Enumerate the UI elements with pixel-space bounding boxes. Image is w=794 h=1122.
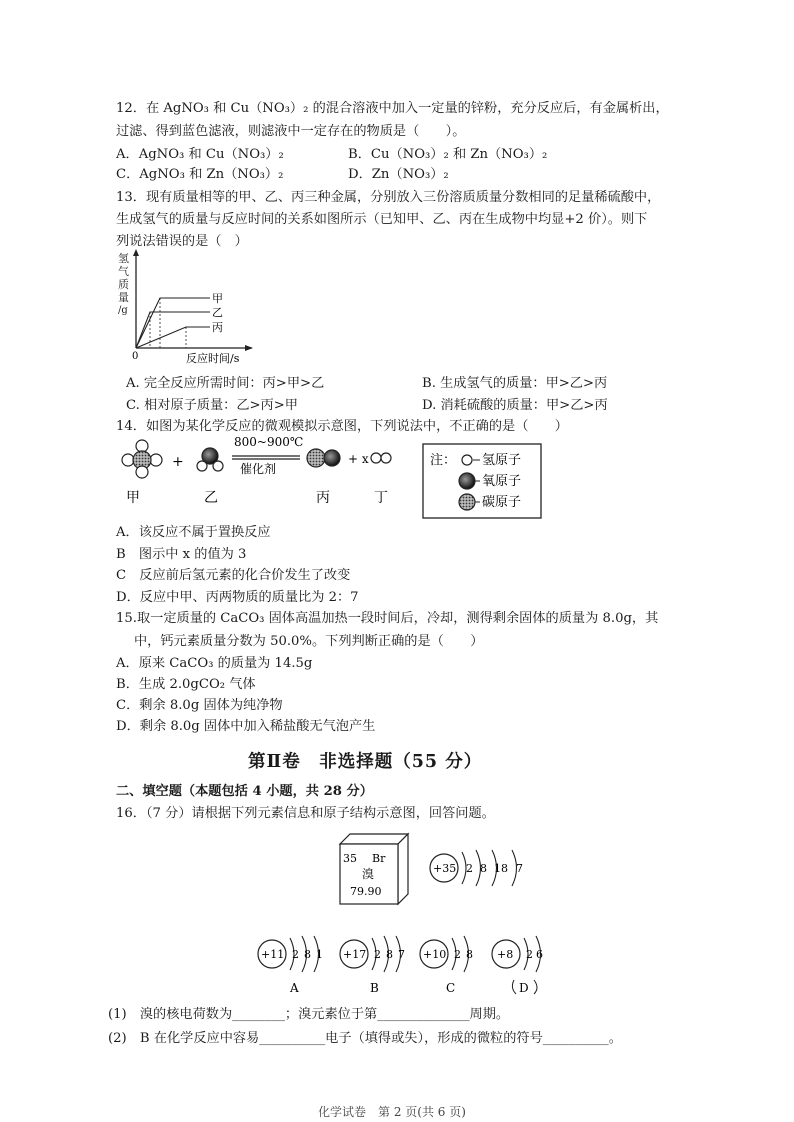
br-shell-2: 8: [480, 862, 487, 875]
atom-b-shell-1: 2: [374, 948, 381, 961]
q14-option-a: A．该反应不属于置换反应: [116, 525, 271, 540]
atom-c-label: C: [446, 981, 456, 995]
q13-option-a: A. 完全反应所需时间：丙>甲>乙: [126, 376, 325, 391]
element-name: 溴: [362, 867, 375, 881]
q16-subquestion-1: (1) 溴的核电荷数为________；溴元素位于第______________周期。: [108, 1007, 510, 1022]
atom-a-nucleus: +11: [261, 948, 285, 961]
q15-option-d: D．剩余 8.0g 固体中加入稀盐酸无气泡产生: [116, 719, 376, 734]
q12-option-a: A．AgNO₃ 和 Cu（NO₃）₂: [116, 147, 284, 162]
series-line-yi: [136, 312, 210, 348]
atom-a-shell-1: 2: [292, 948, 299, 961]
series-label-jia: 甲: [212, 292, 223, 305]
atom-a-shell-3: 1: [316, 948, 323, 961]
part2-title: 二、填空题（本题包括 4 小题，共 28 分）: [116, 784, 373, 799]
label-jia: 甲: [126, 490, 140, 506]
series-label-bing: 丙: [212, 321, 223, 334]
atom-c-shell-2: 8: [466, 948, 473, 961]
bromine-atom-structure: [424, 846, 534, 890]
legend-title: 注：: [430, 453, 457, 468]
q16-stem: 16．（7 分）请根据下列元素信息和原子结构示意图，回答问题。: [116, 806, 495, 821]
q12-option-c: C．AgNO₃ 和 Zn（NO₃）₂: [116, 167, 284, 182]
series-label-yi: 乙: [212, 306, 223, 319]
label-yi: 乙: [204, 490, 218, 506]
reaction-micro-diagram: [114, 436, 554, 522]
atom-b-label: B: [370, 981, 379, 995]
page-footer: 化学试卷 第 2 页(共 6 页): [318, 1105, 466, 1119]
graph-ylabel-char-2: 气: [118, 265, 129, 278]
q14-option-c: C 反应前后氢元素的化合价发生了改变: [116, 568, 351, 583]
atom-d-nucleus: +8: [497, 948, 514, 961]
atom-b-shell-2: 8: [386, 948, 393, 961]
q14-option-d: D．反应中甲、丙两物质的质量比为 2：7: [116, 590, 359, 605]
series-line-jia: [136, 298, 210, 348]
legend-oxygen: 氧原子: [482, 474, 522, 489]
label-bing: 丙: [316, 490, 330, 506]
q13-option-c: C. 相对原子质量：乙>丙>甲: [126, 398, 298, 413]
q13-stem-line1: 13．现有质量相等的甲、乙、丙三种金属，分别放入三份溶质质量分数相同的足量稀硫酸中，: [116, 190, 661, 205]
graph-ylabel-char-1: 氢: [118, 252, 129, 265]
atom-d-shell-1: 2: [526, 948, 533, 961]
series-line-bing: [136, 327, 210, 348]
reaction-catalyst: 催化剂: [240, 462, 277, 476]
q15-stem-line1: 15.取一定质量的 CaCO₃ 固体高温加热一段时间后，冷却，测得剩余固体的质量为 8.0g，其: [116, 611, 659, 626]
graph-ylabel-char-4: 量: [118, 291, 129, 304]
section-title: 第Ⅱ卷 非选择题（55 分）: [248, 752, 483, 772]
q13-stem-line2: 生成氢气的质量与反应时间的关系如图所示（已知甲、乙、丙在生成物中均显+2 价）。则下: [116, 212, 648, 227]
element-atomic-number: 35: [343, 852, 357, 865]
atom-legend: [423, 444, 541, 518]
atom-c: [420, 936, 473, 995]
q12-stem-line2: 过滤、得到蓝色滤液，则滤液中一定存在的物质是（ ）。: [116, 124, 466, 139]
molecule-yi: [197, 448, 223, 471]
q13-option-d: D. 消耗硫酸的质量：甲>乙>丙: [422, 398, 608, 413]
graph-ylabel-unit: /g: [118, 305, 128, 316]
q12-option-d: D．Zn（NO₃）₂: [348, 167, 449, 182]
atom-a-label: A: [290, 981, 299, 995]
coefficient-x: + x: [348, 452, 369, 466]
graph-origin: 0: [132, 351, 139, 362]
atom-a-shell-2: 8: [304, 948, 311, 961]
q15-option-a: A．原来 CaCO₃ 的质量为 14.5g: [116, 656, 313, 671]
atom-c-nucleus: +10: [423, 948, 447, 961]
atom-b: [340, 936, 405, 995]
atom-b-shell-3: 7: [398, 948, 405, 961]
q15-stem-line2: 中，钙元素质量分数为 50.0%。下列判断正确的是（ ）: [134, 634, 484, 649]
graph-xlabel: 反应时间/s: [186, 352, 240, 365]
br-shell-3: 18: [494, 862, 508, 875]
q12-option-b: B．Cu（NO₃）₂ 和 Zn（NO₃）₂: [348, 147, 548, 162]
atom-d: [492, 936, 543, 995]
q14-option-b: B 图示中 x 的值为 3: [116, 547, 247, 562]
q16-subquestion-2: (2) B 在化学反应中容易__________电子（填得或失），形成的微粒的符号__________。: [108, 1031, 622, 1046]
q13-option-b: B. 生成氢气的质量：甲>乙>丙: [422, 376, 608, 391]
atom-a: [258, 936, 323, 995]
legend-carbon: 碳原子: [482, 495, 522, 510]
molecule-jia: [122, 440, 162, 478]
reaction-temperature: 800~900℃: [234, 436, 304, 449]
atom-d-label: D: [519, 981, 529, 995]
q13-stem-line3: 列说法错误的是（ ）: [116, 234, 248, 249]
molecule-bing: [307, 449, 340, 467]
graph-ylabel-char-3: 质: [118, 278, 129, 291]
element-symbol: Br: [372, 852, 386, 865]
br-nucleus-charge: +35: [433, 862, 457, 875]
q15-option-b: B．生成 2.0gCO₂ 气体: [116, 677, 256, 692]
atom-structure-row: [250, 930, 560, 998]
br-shell-1: 2: [466, 862, 473, 875]
molecule-ding: [371, 453, 391, 463]
atom-c-shell-1: 2: [454, 948, 461, 961]
atom-b-nucleus: +17: [343, 948, 367, 961]
label-ding: 丁: [374, 490, 388, 506]
q12-stem-line1: 12．在 AgNO₃ 和 Cu（NO₃）₂ 的混合溶液中加入一定量的锌粉，充分反应后，有金属析出，: [116, 101, 669, 116]
q14-stem: 14．如图为某化学反应的微观模拟示意图，下列说法中，不正确的是（ ）: [116, 419, 568, 434]
plus-sign-1: +: [172, 454, 184, 470]
q15-option-c: C．剩余 8.0g 固体为纯净物: [116, 698, 283, 713]
hydrogen-mass-time-graph: [112, 248, 262, 370]
element-atomic-mass: 79.90: [350, 885, 382, 898]
br-shell-4: 7: [516, 862, 523, 875]
bromine-element-card: [334, 828, 414, 908]
atom-d-shell-2: 6: [536, 948, 543, 961]
legend-hydrogen: 氢原子: [482, 453, 522, 468]
